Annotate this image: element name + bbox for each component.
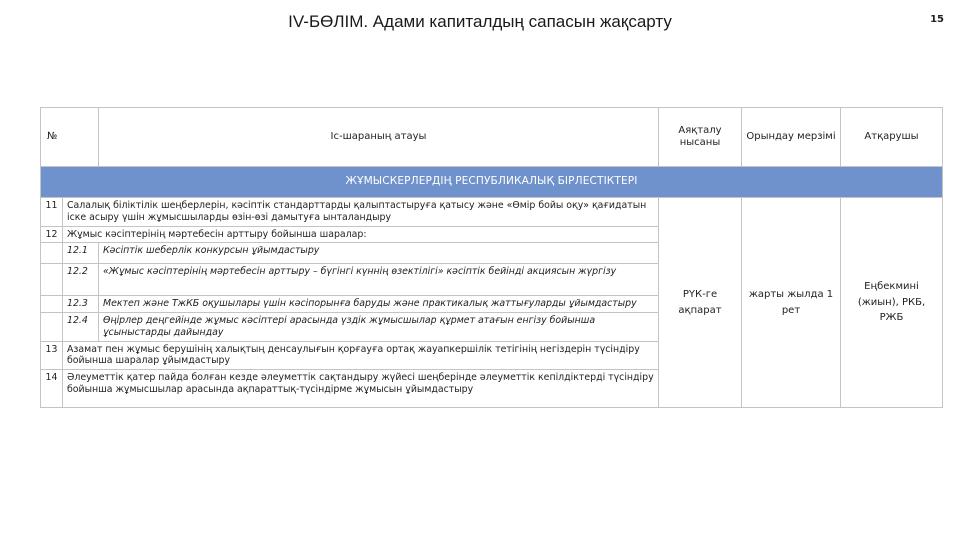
deadline-cell: жарты жылда 1 рет <box>742 198 841 408</box>
sub-indent <box>41 296 63 313</box>
header-name: Іс-шараның атауы <box>99 108 659 167</box>
executor-cell: Еңбекмині (жиын), РКБ, РЖБ <box>841 198 943 408</box>
page-title: IV-БӨЛІМ. Адами капиталдың сапасын жақсарту <box>288 12 672 31</box>
sub-number: 12.4 <box>63 313 99 342</box>
row-number: 11 <box>41 198 63 227</box>
row-number: 14 <box>41 370 63 408</box>
row-text: Азамат пен жұмыс берушінің халықтың денсаулығын қорғауға ортақ жауапкершілік тетігінің негіздерін түсіндіру бойынша шаралар ұйымдастыру <box>63 341 659 370</box>
header-num: № <box>41 108 99 167</box>
row-text: Жұмыс кәсіптерінің мәртебесін арттыру бойынша шаралар: <box>63 226 659 243</box>
table-row <box>41 198 943 227</box>
sub-indent <box>41 264 63 296</box>
sub-text: Өңірлер деңгейінде жұмыс кәсіптері арасында үздік жұмысшылар құрмет атағын енгізу бойынша ұсыныстарды дайындау <box>99 313 659 342</box>
plan-table <box>40 107 943 408</box>
sub-text: Мектеп және ТжКБ оқушылары үшін кәсіпорынға баруды және практикалық жаттығуларды ұйымдастыру <box>99 296 659 313</box>
header-form: Аяқталу нысаны <box>659 108 742 167</box>
sub-number: 12.3 <box>63 296 99 313</box>
sub-indent <box>41 243 63 264</box>
form-cell: РҮК-ге ақпарат <box>659 198 742 408</box>
table-header-row <box>41 108 943 167</box>
header-executor: Атқарушы <box>841 108 943 167</box>
header-deadline: Орындау мерзімі <box>742 108 841 167</box>
section-title: ЖҰМЫСКЕРЛЕРДІҢ РЕСПУБЛИКАЛЫҚ БІРЛЕСТІКТЕРІ <box>41 167 943 198</box>
sub-number: 12.1 <box>63 243 99 264</box>
row-text: Салалық біліктілік шеңберлерін, кәсіптік стандарттарды қалыптастыруға қатысу және «Өмір бойы оқу» қағидатын іске асыру үшін жұмысшыларды өзін-өзі дамытуға ынталандыру <box>63 198 659 227</box>
sub-text: Кәсіптік шеберлік конкурсын ұйымдастыру <box>99 243 659 264</box>
sub-text: «Жұмыс кәсіптерінің мәртебесін арттыру – бүгінгі күннің өзектілігі» кәсіптік бейінді акциясын жүргізу <box>99 264 659 296</box>
page-number: 15 <box>930 14 944 25</box>
section-row <box>41 167 943 198</box>
row-number: 13 <box>41 341 63 370</box>
row-number: 12 <box>41 226 63 243</box>
sub-number: 12.2 <box>63 264 99 296</box>
sub-indent <box>41 313 63 342</box>
row-text: Әлеуметтік қатер пайда болған кезде әлеуметтік сақтандыру жүйесі шеңберінде әлеуметтік кепілдіктерді түсіндіру бойынша жұмысшылар арасында ақпараттық-түсіндірме жұмысын ұйымдастыру <box>63 370 659 408</box>
